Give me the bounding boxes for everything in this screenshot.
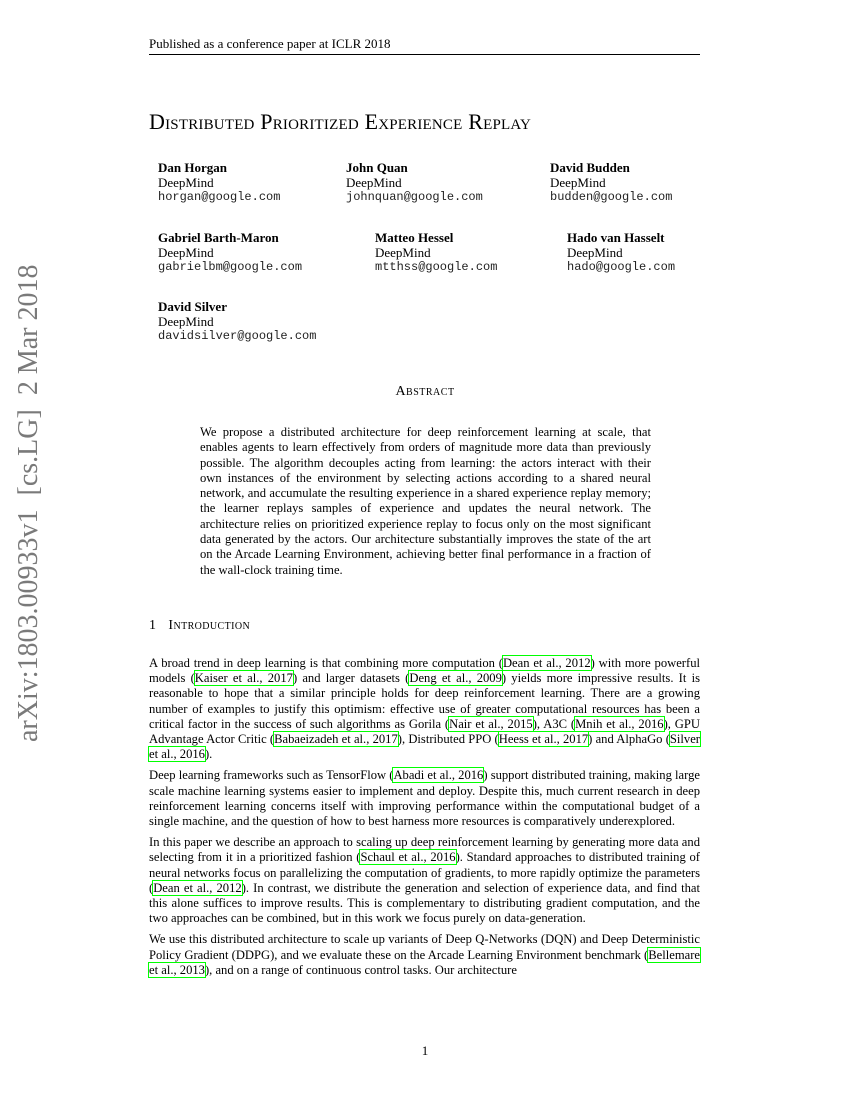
- author-name: Gabriel Barth-Maron: [158, 230, 279, 245]
- section-number: 1: [149, 618, 157, 633]
- author-email[interactable]: mtthss@google.com: [375, 260, 498, 274]
- author-affiliation: DeepMind: [158, 314, 214, 329]
- text-run: ) support distributed training, making large scale machine learning systems easier to implement and deploy. Despite this, much current research in deep reinforcement learning concerns itself with improving performance within the computational budget of a single machine, and the question of how to best harness more resources is comparatively underexplored.: [149, 768, 700, 829]
- text-run: ) and AlphaGo (: [588, 732, 670, 747]
- citation-link[interactable]: Kaiser et al., 2017: [194, 671, 293, 686]
- text-run: ), and on a range of continuous control tasks. Our architecture: [204, 962, 517, 977]
- citation-link[interactable]: Deng et al., 2009: [409, 671, 502, 686]
- citation-link[interactable]: Mnih et al., 2016: [575, 716, 664, 731]
- section-heading: [149, 618, 250, 634]
- paper-title: Distributed Prioritized Experience Replay: [149, 109, 532, 134]
- citation-link[interactable]: Abadi et al., 2016: [393, 768, 484, 783]
- author-affiliation: DeepMind: [550, 175, 606, 190]
- text-run: ). In contrast, we distribute the generation and selection of experience data, and find that this alone suffices to improve results. This is complementary to distributing gradient computation, and the two approaches can be combined, but in this work we focus purely on data-generation.: [149, 880, 700, 926]
- text-run: ) yields more impressive results. It is reasonable to hope that a similar principle holds for deep reinforcement learning. There are a growing number of examples to justify this optimism: effective use of greater computational resources has been a critical factor in the success of such algorithms as Gorila (: [149, 671, 700, 731]
- text-run: We use this distributed architecture to scale up variants of Deep Q-Networks (DQN) and Deep Deterministic Policy Gradient (DDPG), and we evaluate these on the Arcade Learning Environment benchmark (: [149, 932, 700, 962]
- citation-link[interactable]: Babaeizadeh et al., 2017: [274, 732, 398, 747]
- citation-link[interactable]: Dean et al., 2012: [502, 656, 591, 670]
- author-email[interactable]: hado@google.com: [567, 260, 676, 274]
- citation-link[interactable]: Schaul et al., 2016: [360, 850, 456, 865]
- text-run: ), Distributed PPO (: [397, 732, 499, 747]
- citation-link[interactable]: Silver et al., 2016: [149, 732, 700, 762]
- author-name: David Budden: [550, 160, 630, 175]
- author-name: John Quan: [346, 160, 408, 175]
- author-name: Hado van Hasselt: [567, 230, 665, 245]
- author-block: [567, 230, 675, 275]
- author-affiliation: DeepMind: [567, 245, 623, 260]
- author-email[interactable]: gabrielbm@google.com: [158, 260, 303, 274]
- section-title: Introduction: [168, 618, 251, 633]
- text-run: In this paper we describe an approach to scaling up deep reinforcement learning by generating more data and selecting from it in a prioritized fashion (: [149, 835, 700, 865]
- running-header: Published as a conference paper at ICLR 2018: [149, 36, 700, 55]
- text-run: ), GPU Advantage Actor Critic (: [149, 716, 701, 747]
- author-block: [158, 160, 280, 205]
- author-block: [158, 230, 302, 275]
- citation-link[interactable]: Bellemare et al., 2013: [149, 947, 700, 977]
- author-block: [375, 230, 497, 275]
- text-run: ). Standard approaches to distributed training of neural networks focus on parallelizing the computation of gradients, to more rapidly optimize the parameters (: [149, 850, 700, 895]
- paragraph: [149, 768, 700, 829]
- paragraph: [149, 656, 700, 762]
- text-run: ).: [204, 747, 213, 762]
- text-run: ) and larger datasets (: [292, 671, 410, 686]
- author-name: Dan Horgan: [158, 160, 227, 175]
- author-name: David Silver: [158, 299, 227, 314]
- abstract-heading: Abstract: [395, 384, 455, 399]
- author-email[interactable]: davidsilver@google.com: [158, 329, 317, 343]
- citation-link[interactable]: Nair et al., 2015: [449, 716, 533, 731]
- author-affiliation: DeepMind: [158, 175, 214, 190]
- author-affiliation: DeepMind: [158, 245, 214, 260]
- text-run: Deep learning frameworks such as TensorFlow (: [149, 768, 394, 783]
- text-run: A broad trend in deep learning is that combining more computation (: [149, 656, 503, 670]
- citation-link[interactable]: Heess et al., 2017: [498, 732, 589, 747]
- author-affiliation: DeepMind: [375, 245, 431, 260]
- paragraph: [149, 835, 700, 926]
- author-name: Matteo Hessel: [375, 230, 454, 245]
- author-block: [158, 299, 316, 344]
- section-body: [149, 656, 700, 984]
- page-number: 1: [421, 1043, 429, 1058]
- arxiv-identifier: arXiv:1803.00933v1 [cs.LG] 2 Mar 2018: [13, 264, 44, 742]
- author-block: [550, 160, 672, 205]
- author-affiliation: DeepMind: [346, 175, 402, 190]
- author-block: [346, 160, 483, 205]
- author-email[interactable]: budden@google.com: [550, 190, 673, 204]
- citation-link[interactable]: Dean et al., 2012: [153, 880, 242, 895]
- text-run: ) with more powerful models (: [149, 656, 700, 686]
- paragraph: [149, 932, 700, 978]
- abstract-text: We propose a distributed architecture for deep reinforcement learning at scale, that enables agents to learn effectively from orders of magnitude more data than previously possible. The algorithm decouples acting from learning: the actors interact with their own instances of the environment by selecting actions according to a shared neural network, and accumulate the resulting experience in a shared experience replay memory; the learner replays samples of experience and updates the neural network. The architecture relies on prioritized experience replay to focus only on the most significant data generated by the actors. Our architecture substantially improves the state of the art on the Arcade Learning Environment, achieving better final performance in a fraction of the wall-clock training time.: [200, 425, 651, 577]
- author-email[interactable]: johnquan@google.com: [346, 190, 483, 204]
- text-run: ), A3C (: [532, 716, 576, 731]
- author-email[interactable]: horgan@google.com: [158, 190, 281, 204]
